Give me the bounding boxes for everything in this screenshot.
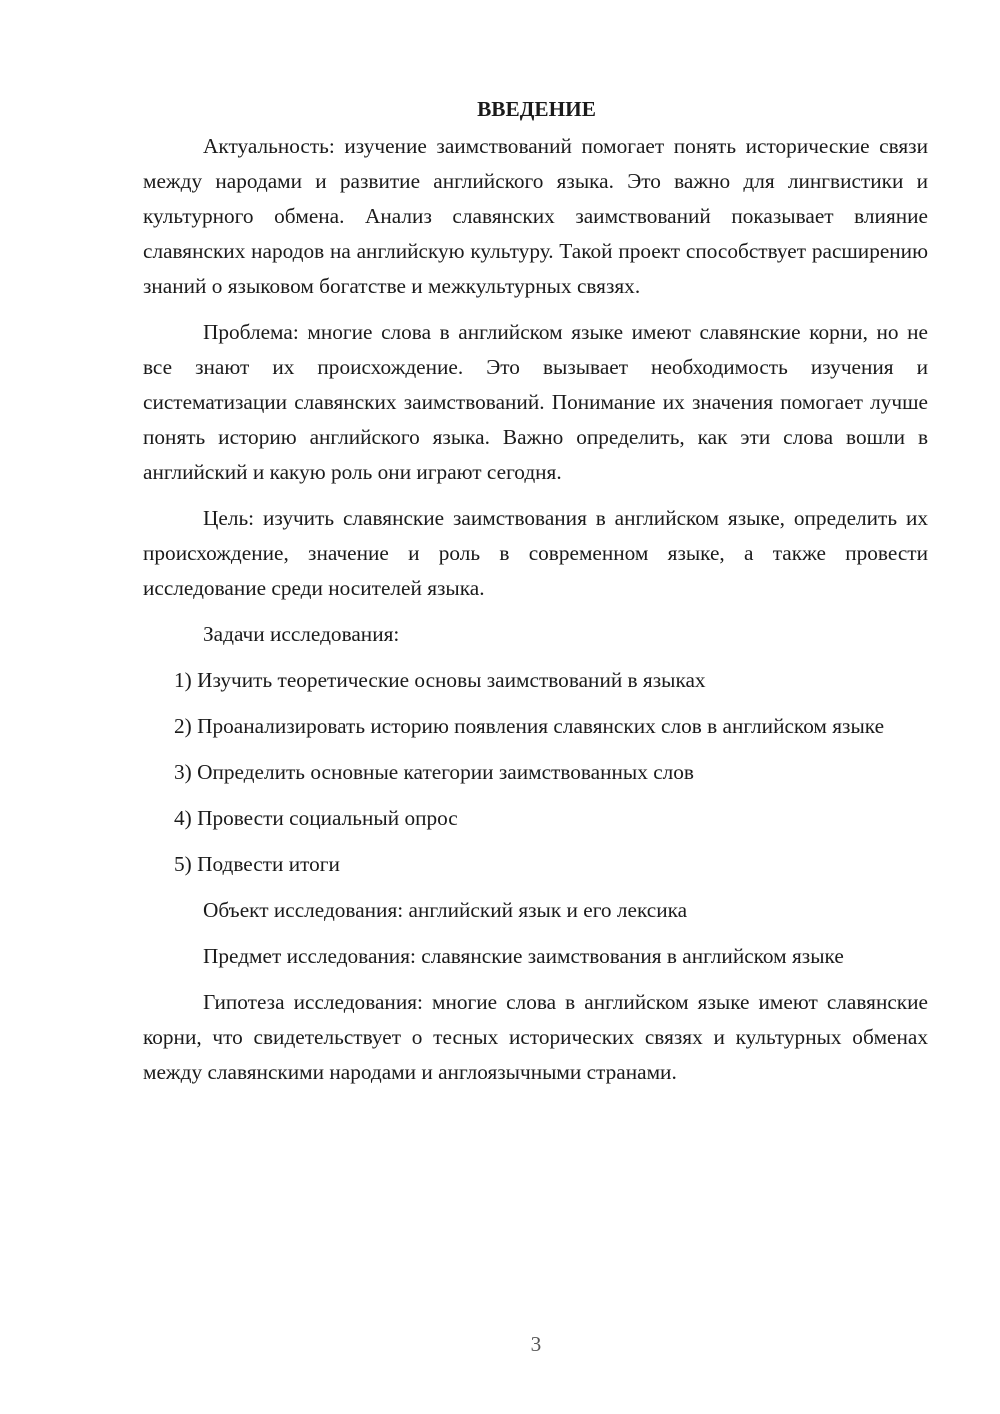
document-page: [143, 92, 928, 1101]
relevance-paragraph: Актуальность: изучение заимствований помогает понять исторические связи между народами и развитие английского языка. Это важно для лингвистики и культурного обмена. Анализ славянских заимствований показывает влияние славянских народов на английскую культуру. Такой проект способствует расширению знаний о языковом богатстве и межкультурных связях.: [143, 134, 928, 298]
task-item: 1) Изучить теоретические основы заимствований в языках: [174, 668, 706, 692]
tasks-heading: Задачи исследования:: [203, 622, 400, 646]
task-item: 3) Определить основные категории заимствованных слов: [174, 760, 694, 784]
subject-paragraph: Предмет исследования: славянские заимствования в английском языке: [203, 944, 844, 968]
hypothesis-paragraph: Гипотеза исследования: многие слова в английском языке имеют славянские корни, что свидетельствует о тесных исторических связях и культурных обменах между славянскими народами и англоязычными странами.: [143, 990, 928, 1084]
task-item: 4) Провести социальный опрос: [174, 806, 458, 830]
page-title: ВВЕДЕНИЕ: [477, 97, 596, 121]
task-item: 2) Проанализировать историю появления славянских слов в английском языке: [174, 714, 885, 738]
task-item: 5) Подвести итоги: [174, 852, 340, 876]
tasks-list: [143, 663, 928, 882]
problem-paragraph: Проблема: многие слова в английском языке имеют славянские корни, но не все знают их происхождение. Это вызывает необходимость изучения и систематизации славянских заимствований. Понимание их значения помогает лучше понять историю английского языка. Важно определить, как эти слова вошли в английский и какую роль они играют сегодня.: [143, 320, 928, 484]
object-paragraph: Объект исследования: английский язык и его лексика: [203, 898, 688, 922]
page-number: 3: [530, 1332, 542, 1356]
goal-paragraph: Цель: изучить славянские заимствования в английском языке, определить их происхождение, значение и роль в современном языке, а также провести исследование среди носителей языка.: [143, 506, 928, 600]
